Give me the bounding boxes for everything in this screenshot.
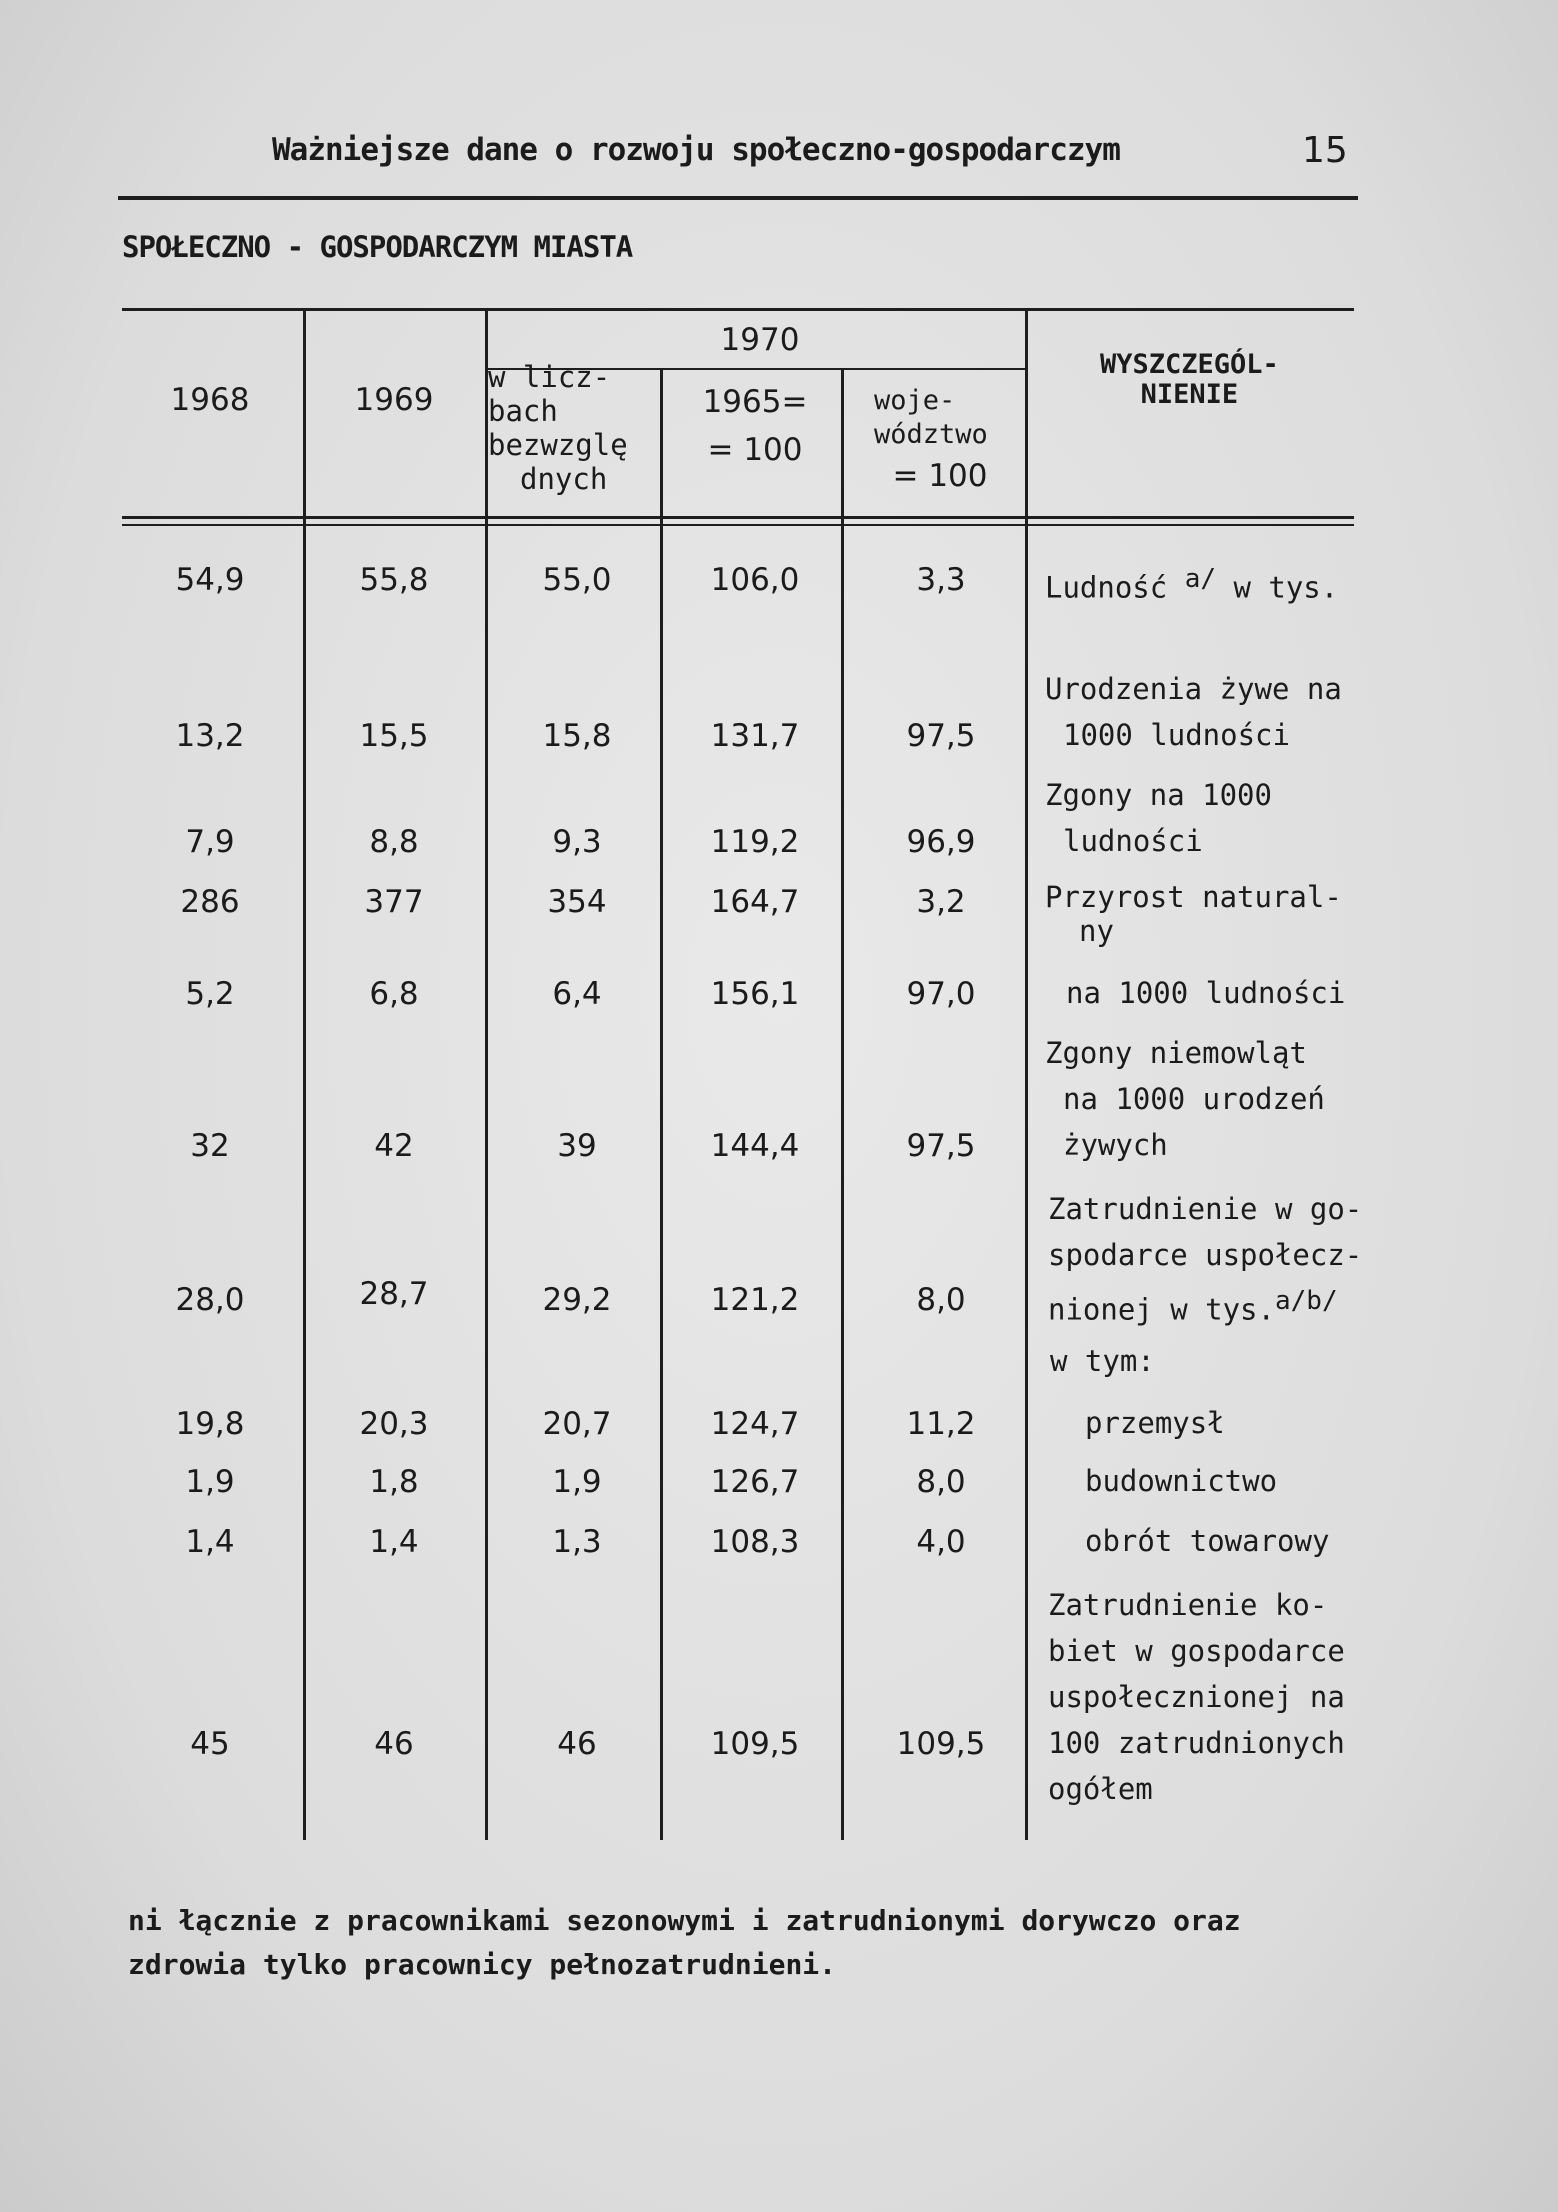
cell-absolute: 39 — [557, 1128, 597, 1164]
cell-index: 126,7 — [710, 1464, 800, 1500]
footnote-line-2: zdrowia tylko pracownicy pełnozatrudnieni. — [128, 1948, 837, 1981]
cell-index: 144,4 — [710, 1128, 800, 1164]
cell-1968: 19,8 — [175, 1406, 245, 1442]
cell-1968: 5,2 — [185, 976, 235, 1012]
label-budownictwo: budownictwo — [1085, 1464, 1278, 1498]
cell-voivodeship: 97,5 — [906, 718, 976, 754]
voiv-line-1: woje- — [874, 385, 956, 416]
cell-absolute: 1,9 — [552, 1464, 602, 1500]
cell-1969: 42 — [374, 1128, 414, 1164]
kobiet-line-4: 100 zatrudnionych — [1048, 1726, 1345, 1760]
spec-line-2: NIENIE — [1140, 379, 1239, 410]
cell-index: 121,2 — [710, 1282, 800, 1318]
zatrudnienie-line-1: Zatrudnienie w go- — [1048, 1192, 1363, 1226]
label-ludnosc-footnote: a/ — [1184, 564, 1216, 594]
cell-index: 124,7 — [710, 1406, 800, 1442]
cell-1969: 377 — [364, 884, 424, 920]
abs-line-1: w licz- — [488, 360, 611, 394]
cell-1968: 32 — [190, 1128, 230, 1164]
label-ludnosc-unit: w tys. — [1233, 570, 1339, 605]
voiv-line-2: wództwo — [874, 419, 988, 450]
cell-index: 164,7 — [710, 884, 800, 920]
cell-1969: 20,3 — [359, 1406, 429, 1442]
cell-index: 119,2 — [710, 824, 800, 860]
column-header-specification — [1100, 350, 1279, 410]
cell-index: 131,7 — [710, 718, 800, 754]
table-top-rule — [122, 308, 1354, 311]
kobiet-line-3: uspołecznionej na — [1048, 1680, 1345, 1714]
column-divider-1 — [303, 308, 306, 1840]
cell-absolute: 9,3 — [552, 824, 602, 860]
zgony-line-1: Zgony na 1000 — [1045, 778, 1272, 812]
cell-1968: 28,0 — [175, 1282, 245, 1318]
urodzenia-line-2: 1000 ludności — [1063, 718, 1290, 752]
table-subtitle: SPOŁECZNO - GOSPODARCZYM MIASTA — [122, 230, 633, 264]
kobiet-line-1: Zatrudnienie ko- — [1048, 1588, 1328, 1622]
cell-index: 108,3 — [710, 1524, 800, 1560]
cell-absolute: 6,4 — [552, 976, 602, 1012]
zatrudnienie-line-3-text: nionej w tys. — [1048, 1292, 1275, 1327]
zatrudnienie-line-2: spodarce uspołecz- — [1048, 1238, 1363, 1272]
cell-absolute: 1,3 — [552, 1524, 602, 1560]
cell-voivodeship: 8,0 — [916, 1464, 966, 1500]
label-obrot: obrót towarowy — [1085, 1524, 1330, 1558]
column-header-1968: 1968 — [170, 382, 250, 418]
label-urodzenia — [1045, 666, 1342, 758]
cell-1968: 286 — [180, 884, 240, 920]
cell-1968: 7,9 — [185, 824, 235, 860]
column-divider-2 — [485, 308, 488, 1840]
column-header-voivodeship — [874, 384, 988, 452]
cell-1968: 1,9 — [185, 1464, 235, 1500]
cell-voivodeship: 4,0 — [916, 1524, 966, 1560]
abs-line-3: bezwzglę — [488, 428, 628, 462]
cell-voivodeship: 3,2 — [916, 884, 966, 920]
cell-absolute: 354 — [547, 884, 607, 920]
cell-absolute: 15,8 — [542, 718, 612, 754]
cell-voivodeship: 11,2 — [906, 1406, 976, 1442]
label-niemowlat — [1045, 1030, 1325, 1168]
cell-voivodeship: 8,0 — [916, 1282, 966, 1318]
column-header-1969: 1969 — [354, 382, 434, 418]
cell-voivodeship: 97,0 — [906, 976, 976, 1012]
column-header-index-1965 — [690, 378, 820, 474]
column-header-absolute — [488, 360, 628, 496]
cell-voivodeship: 97,5 — [906, 1128, 976, 1164]
label-ludnosc-text: Ludność — [1045, 570, 1168, 605]
cell-voivodeship: 96,9 — [906, 824, 976, 860]
cell-voivodeship: 3,3 — [916, 562, 966, 598]
column-header-voivodeship-index: = 100 — [892, 458, 988, 494]
label-ludnosc — [1045, 556, 1338, 611]
zatrudnienie-line-3 — [1048, 1278, 1362, 1333]
cell-1969: 15,5 — [359, 718, 429, 754]
header-bottom-rule-2 — [122, 524, 1354, 526]
header-bottom-rule-1 — [122, 516, 1354, 519]
abs-line-2: bach — [488, 394, 558, 428]
footnote-line-1: ni łącznie z pracownikami sezonowymi i zatrudnionymi dorywczo oraz — [128, 1904, 1241, 1937]
cell-1968: 45 — [190, 1726, 230, 1762]
label-przyrost-per: na 1000 ludności — [1066, 976, 1346, 1010]
index-line-1: 1965= — [702, 384, 808, 420]
cell-1969: 8,8 — [369, 824, 419, 860]
cell-1968: 1,4 — [185, 1524, 235, 1560]
cell-absolute: 29,2 — [542, 1282, 612, 1318]
label-przyrost — [1045, 880, 1342, 948]
przyrost-line-1: Przyrost natural- — [1045, 880, 1342, 914]
label-kobiet — [1048, 1582, 1345, 1812]
label-zgony — [1045, 772, 1272, 864]
index-line-2: = 100 — [707, 432, 803, 468]
column-divider-5 — [1025, 308, 1028, 1840]
zgony-line-2: ludności — [1063, 824, 1203, 858]
label-zatrudnienie — [1048, 1186, 1362, 1333]
column-divider-3 — [660, 368, 663, 1840]
niemowlat-line-1: Zgony niemowląt — [1045, 1036, 1307, 1070]
cell-voivodeship: 109,5 — [896, 1726, 986, 1762]
cell-1968: 54,9 — [175, 562, 245, 598]
przyrost-line-2: ny — [1079, 914, 1114, 948]
cell-1968: 13,2 — [175, 718, 245, 754]
column-divider-4 — [841, 368, 844, 1840]
cell-absolute: 20,7 — [542, 1406, 612, 1442]
abs-line-4: dnych — [520, 462, 608, 496]
niemowlat-line-2: na 1000 urodzeń — [1063, 1082, 1325, 1116]
label-przemysl: przemysł — [1085, 1406, 1225, 1440]
niemowlat-line-3: żywych — [1063, 1128, 1168, 1162]
cell-1969: 28,7 — [359, 1276, 429, 1312]
cell-1969: 1,4 — [369, 1524, 419, 1560]
kobiet-line-2: biet w gospodarce — [1048, 1634, 1345, 1668]
cell-1969: 55,8 — [359, 562, 429, 598]
spec-line-1: WYSZCZEGÓL- — [1100, 349, 1279, 380]
label-w-tym: w tym: — [1050, 1344, 1155, 1378]
cell-absolute: 55,0 — [542, 562, 612, 598]
zatrudnienie-footnote: a/b/ — [1274, 1286, 1338, 1316]
cell-absolute: 46 — [557, 1726, 597, 1762]
running-header: Ważniejsze dane o rozwoju społeczno-gospodarczym — [272, 132, 1120, 168]
cell-index: 156,1 — [710, 976, 800, 1012]
header-rule — [118, 196, 1358, 200]
cell-index: 106,0 — [710, 562, 800, 598]
cell-1969: 46 — [374, 1726, 414, 1762]
kobiet-line-5: ogółem — [1048, 1772, 1153, 1806]
page-number: 15 — [1302, 130, 1348, 171]
cell-1969: 6,8 — [369, 976, 419, 1012]
urodzenia-line-1: Urodzenia żywe na — [1045, 672, 1342, 706]
cell-index: 109,5 — [710, 1726, 800, 1762]
cell-1969: 1,8 — [369, 1464, 419, 1500]
column-header-1970: 1970 — [720, 322, 800, 358]
